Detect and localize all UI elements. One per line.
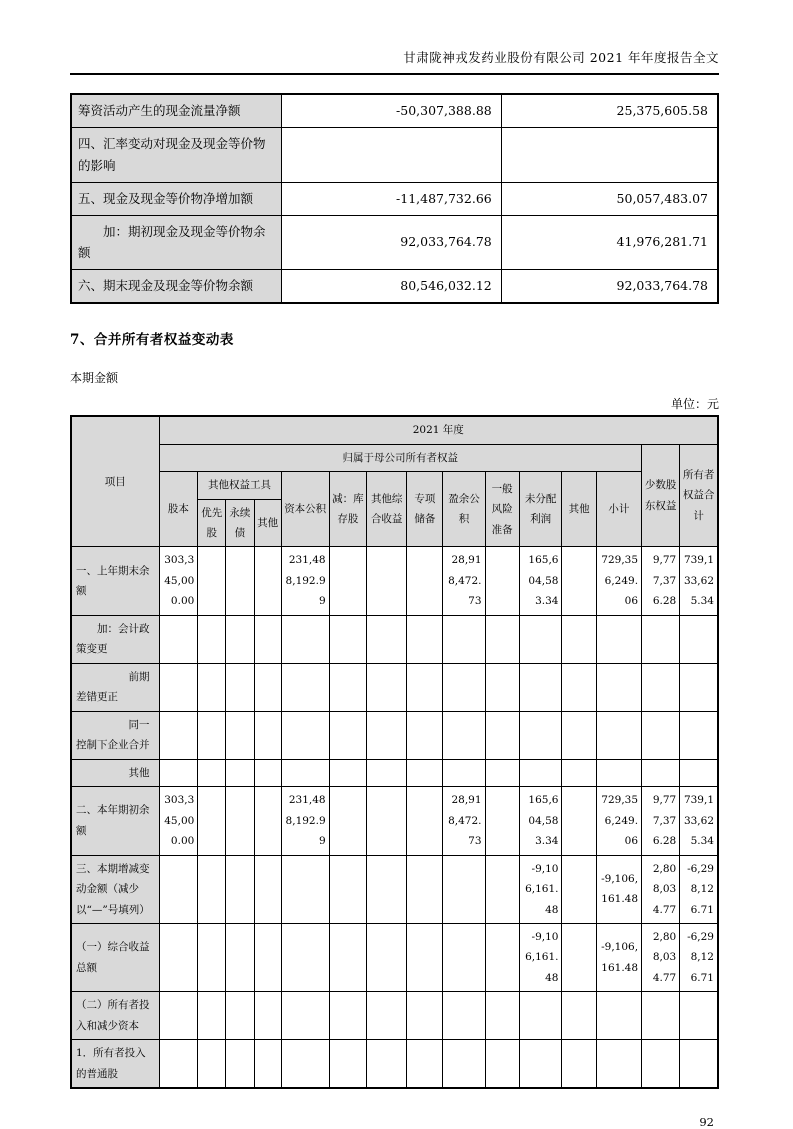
equity-cell-value [407,547,443,615]
equity-cell-value [281,663,329,711]
equity-header-other1: 其他 [254,499,281,547]
equity-row [71,923,718,991]
equity-header-row-year [71,416,718,444]
equity-row-label: （二）所有者投入和减少资本 [71,992,159,1040]
page-number: 92 [699,1115,714,1129]
equity-cell-value: -6,298,126.71 [680,923,718,991]
equity-cell-value [596,992,641,1040]
equity-cell-value: 2,808,034.77 [642,855,680,923]
equity-cell-value [281,855,329,923]
unit-label: 单位：元 [670,397,719,412]
equity-cell-value [642,992,680,1040]
equity-cell-value [407,787,443,855]
equity-cell-value [159,615,198,663]
equity-cell-value: 303,345,000.00 [159,787,198,855]
equity-row [71,992,718,1040]
equity-header-capital-reserve: 资本公积 [281,472,329,547]
equity-cell-value [485,1040,519,1088]
equity-cell-value [281,923,329,991]
equity-header-perpetual: 永续债 [226,499,254,547]
equity-cell-value: -9,106,161.48 [519,855,562,923]
equity-cell-value: -9,106,161.48 [519,923,562,991]
equity-cell-value [443,615,485,663]
equity-cell-value [562,855,596,923]
equity-row [71,615,718,663]
equity-cell-value [642,711,680,759]
equity-cell-value [485,615,519,663]
equity-row [71,663,718,711]
equity-header-parent-group: 归属于母公司所有者权益 [159,444,642,471]
cash-flow-previous-value: 41,976,281.71 [501,215,718,270]
cash-flow-row [71,127,718,182]
equity-cell-value: 28,918,472.73 [443,547,485,615]
equity-header-treasury: 减：库存股 [329,472,367,547]
equity-cell-value [562,923,596,991]
equity-row [71,1040,718,1088]
equity-cell-value [367,711,407,759]
equity-header-year: 2021 年度 [159,416,718,444]
equity-cell-value [367,992,407,1040]
equity-cell-value [254,1040,281,1088]
equity-header-row-columns [71,472,718,499]
equity-cell-value [198,1040,226,1088]
equity-cell-value [198,711,226,759]
equity-row [71,711,718,759]
equity-row-label: 二、本年期初余额 [71,787,159,855]
equity-cell-value [562,615,596,663]
equity-row [71,855,718,923]
equity-header-minority: 少数股东权益 [642,444,680,547]
equity-header-total: 所有者权益合计 [680,444,718,547]
equity-row-label: 一、上年期末余额 [71,547,159,615]
equity-table-body [71,547,718,1088]
equity-cell-value [159,663,198,711]
equity-cell-value: -9,106,161.48 [596,855,641,923]
equity-cell-value [562,787,596,855]
equity-cell-value [329,663,367,711]
cash-flow-previous-value: 50,057,483.07 [501,182,718,215]
cash-flow-current-value: -50,307,388.88 [281,94,501,127]
equity-cell-value [226,1040,254,1088]
equity-cell-value [226,923,254,991]
equity-cell-value [198,923,226,991]
equity-cell-value [485,711,519,759]
equity-row-label: 同一控制下企业合并 [71,711,159,759]
cash-flow-row-label: 加：期初现金及现金等价物余额 [71,215,281,270]
equity-cell-value [596,1040,641,1088]
equity-cell-value: 729,356,249.06 [596,547,641,615]
equity-cell-value: -9,106,161.48 [596,923,641,991]
equity-cell-value [159,992,198,1040]
equity-cell-value [281,992,329,1040]
equity-cell-value [407,992,443,1040]
cash-flow-current-value: 80,546,032.12 [281,270,501,303]
equity-header-preferred: 优先股 [198,499,226,547]
equity-header-other-equity-group: 其他权益工具 [198,472,281,499]
equity-cell-value [562,547,596,615]
equity-cell-value [281,759,329,786]
report-title: 甘肃陇神戎发药业股份有限公司 2021 年年度报告全文 [403,50,719,65]
equity-cell-value [407,615,443,663]
equity-cell-value [198,759,226,786]
equity-cell-value [562,759,596,786]
equity-cell-value: 729,356,249.06 [596,787,641,855]
period-label: 本期金额 [70,371,119,386]
equity-cell-value [329,855,367,923]
equity-cell-value [596,663,641,711]
equity-cell-value [329,787,367,855]
equity-header-subtotal: 小计 [596,472,641,547]
equity-cell-value [159,923,198,991]
equity-cell-value [367,1040,407,1088]
equity-cell-value [254,923,281,991]
equity-cell-value [485,663,519,711]
equity-cell-value: 739,133,625.34 [680,547,718,615]
cash-flow-table-body [71,94,718,303]
equity-cell-value: 165,604,583.34 [519,547,562,615]
equity-cell-value [562,1040,596,1088]
equity-cell-value [159,711,198,759]
equity-row-label: （一）综合收益总额 [71,923,159,991]
equity-cell-value [329,711,367,759]
equity-cell-value [680,759,718,786]
equity-cell-value [198,787,226,855]
cash-flow-row-label: 六、期末现金及现金等价物余额 [71,270,281,303]
equity-cell-value [226,615,254,663]
equity-row [71,547,718,615]
equity-cell-value [443,711,485,759]
equity-cell-value [281,711,329,759]
equity-cell-value [367,547,407,615]
equity-cell-value: 9,777,376.28 [642,787,680,855]
equity-row-label: 1．所有者投入的普通股 [71,1040,159,1088]
equity-cell-value [562,992,596,1040]
equity-cell-value [642,615,680,663]
equity-cell-value [519,711,562,759]
equity-cell-value [281,1040,329,1088]
equity-cell-value [407,923,443,991]
equity-cell-value [367,923,407,991]
section-title: 7、合并所有者权益变动表 [70,332,234,349]
equity-cell-value [642,1040,680,1088]
equity-header-oci: 其他综合收益 [367,472,407,547]
equity-cell-value [159,759,198,786]
equity-cell-value [198,547,226,615]
equity-table [70,415,719,1089]
equity-cell-value [329,759,367,786]
equity-cell-value [254,992,281,1040]
equity-cell-value [485,759,519,786]
cash-flow-previous-value [501,127,718,182]
cash-flow-previous-value: 92,033,764.78 [501,270,718,303]
equity-cell-value [254,711,281,759]
equity-cell-value [443,663,485,711]
equity-cell-value [226,547,254,615]
equity-cell-value [519,663,562,711]
equity-header-surplus-reserve: 盈余公积 [443,472,485,547]
equity-cell-value: 231,488,192.99 [281,787,329,855]
equity-row-label: 其他 [71,759,159,786]
equity-cell-value [519,615,562,663]
equity-cell-value [680,992,718,1040]
equity-header-general-risk: 一般风险准备 [485,472,519,547]
equity-cell-value [254,855,281,923]
equity-cell-value [367,787,407,855]
equity-cell-value [254,663,281,711]
equity-header-item: 项目 [71,416,159,547]
equity-row [71,759,718,786]
cash-flow-row-label: 四、汇率变动对现金及现金等价物的影响 [71,127,281,182]
equity-cell-value [519,1040,562,1088]
cash-flow-row [71,270,718,303]
equity-cell-value [485,787,519,855]
equity-cell-value [443,759,485,786]
equity-cell-value [407,855,443,923]
equity-cell-value [443,923,485,991]
equity-cell-value [443,855,485,923]
equity-cell-value [519,992,562,1040]
equity-cell-value [596,615,641,663]
cash-flow-previous-value: 25,375,605.58 [501,94,718,127]
equity-cell-value [226,855,254,923]
equity-cell-value [485,923,519,991]
equity-cell-value [198,992,226,1040]
equity-cell-value [226,711,254,759]
equity-cell-value [159,1040,198,1088]
equity-cell-value [226,759,254,786]
equity-cell-value: 9,777,376.28 [642,547,680,615]
equity-cell-value [680,1040,718,1088]
equity-cell-value [443,992,485,1040]
equity-cell-value [281,615,329,663]
cash-flow-row-label: 五、现金及现金等价物净增加额 [71,182,281,215]
equity-cell-value [367,663,407,711]
equity-cell-value [596,711,641,759]
equity-cell-value: -6,298,126.71 [680,855,718,923]
equity-cell-value [367,855,407,923]
equity-cell-value [226,992,254,1040]
equity-cell-value [680,615,718,663]
equity-cell-value: 231,488,192.99 [281,547,329,615]
equity-cell-value [680,663,718,711]
equity-cell-value [642,663,680,711]
equity-cell-value [367,615,407,663]
equity-row [71,787,718,855]
cash-flow-current-value: -11,487,732.66 [281,182,501,215]
cash-flow-table [70,93,719,304]
equity-cell-value: 28,918,472.73 [443,787,485,855]
equity-cell-value [562,663,596,711]
equity-cell-value [519,759,562,786]
equity-cell-value [226,787,254,855]
equity-cell-value [443,1040,485,1088]
equity-cell-value [485,547,519,615]
equity-cell-value [642,759,680,786]
equity-cell-value [407,1040,443,1088]
equity-cell-value: 739,133,625.34 [680,787,718,855]
equity-header-other2: 其他 [562,472,596,547]
equity-row-label: 加：会计政策变更 [71,615,159,663]
equity-cell-value: 303,345,000.00 [159,547,198,615]
equity-cell-value [198,615,226,663]
equity-cell-value: 2,808,034.77 [642,923,680,991]
cash-flow-current-value: 92,033,764.78 [281,215,501,270]
cash-flow-current-value [281,127,501,182]
equity-cell-value [159,855,198,923]
equity-cell-value [367,759,407,786]
equity-cell-value [254,547,281,615]
equity-cell-value [198,855,226,923]
equity-cell-value [485,855,519,923]
equity-cell-value [254,615,281,663]
equity-cell-value [329,992,367,1040]
equity-row-label: 前期差错更正 [71,663,159,711]
equity-cell-value [407,663,443,711]
equity-cell-value [198,663,226,711]
equity-cell-value [329,923,367,991]
equity-cell-value [407,711,443,759]
equity-cell-value [596,759,641,786]
equity-cell-value [254,787,281,855]
equity-cell-value [254,759,281,786]
cash-flow-row [71,215,718,270]
equity-cell-value [407,759,443,786]
equity-header-special-reserve: 专项储备 [407,472,443,547]
equity-cell-value [562,711,596,759]
cash-flow-row [71,94,718,127]
cash-flow-row-label: 筹资活动产生的现金流量净额 [71,94,281,127]
equity-cell-value [329,615,367,663]
equity-row-label: 三、本期增减变动金额（减少以“—”号填列） [71,855,159,923]
equity-cell-value [329,547,367,615]
equity-cell-value [329,1040,367,1088]
page-header [70,48,719,75]
equity-cell-value [680,711,718,759]
equity-header-retained: 未分配利润 [519,472,562,547]
equity-header-share-capital: 股本 [159,472,198,547]
equity-cell-value [226,663,254,711]
equity-cell-value: 165,604,583.34 [519,787,562,855]
equity-cell-value [485,992,519,1040]
equity-header-row-group [71,444,718,471]
cash-flow-row [71,182,718,215]
